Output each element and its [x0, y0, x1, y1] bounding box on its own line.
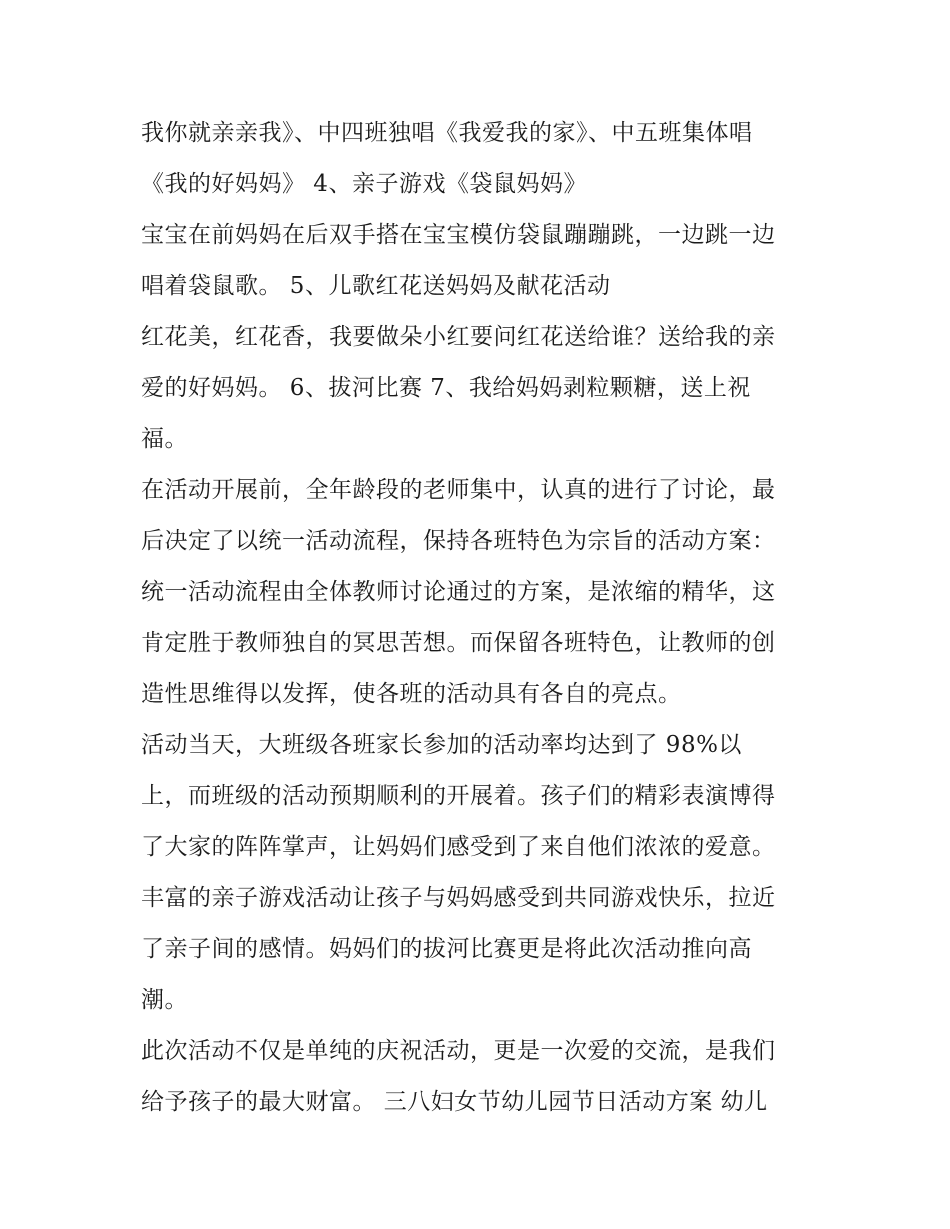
text-line-6: 爱的好妈妈。 6、拔河比赛 7、我给妈妈剥粒颗糖，送上祝 — [141, 375, 751, 401]
text-line-17: 了亲子间的感情。妈妈们的拔河比赛更是将此次活动推向高 — [141, 936, 752, 962]
text-line-2: 《我的好妈妈》 4、亲子游戏《袋鼠妈妈》 — [141, 171, 587, 197]
text-line-7: 福。 — [141, 426, 188, 452]
text-line-13: 活动当天，大班级各班家长参加的活动率均达到了 98%以 — [141, 732, 742, 758]
text-line-3: 宝宝在前妈妈在后双手搭在宝宝模仿袋鼠蹦蹦跳，一边跳一边 — [141, 222, 776, 248]
text-line-10: 统一活动流程由全体教师讨论通过的方案，是浓缩的精华，这 — [141, 579, 776, 605]
text-line-14: 上，而班级的活动预期顺利的开展着。孩子们的精彩表演博得 — [141, 783, 776, 809]
text-line-11: 肯定胜于教师独自的冥思苦想。而保留各班特色，让教师的创 — [141, 630, 776, 656]
text-line-16: 丰富的亲子游戏活动让孩子与妈妈感受到共同游戏快乐，拉近 — [141, 885, 776, 911]
text-line-1: 我你就亲亲我》、中四班独唱《我爱我的家》、中五班集体唱 — [141, 120, 753, 146]
text-line-15: 了大家的阵阵掌声，让妈妈们感受到了来自他们浓浓的爱意。 — [141, 834, 776, 860]
body-text — [141, 108, 821, 1128]
text-line-9: 后决定了以统一活动流程，保持各班特色为宗旨的活动方案： — [141, 528, 776, 554]
text-line-12: 造性思维得以发挥，使各班的活动具有各自的亮点。 — [141, 681, 682, 707]
text-line-4: 唱着袋鼠歌。 5、儿歌红花送妈妈及献花活动 — [141, 273, 611, 299]
text-line-19: 此次活动不仅是单纯的庆祝活动，更是一次爱的交流，是我们 — [141, 1038, 776, 1064]
text-line-20: 给予孩子的最大财富。 三八妇女节幼儿园节日活动方案 幼儿 — [141, 1089, 768, 1115]
text-line-18: 潮。 — [141, 987, 188, 1013]
text-line-8: 在活动开展前，全年龄段的老师集中，认真的进行了讨论，最 — [141, 477, 776, 503]
text-line-5: 红花美，红花香，我要做朵小红要问红花送给谁？送给我的亲 — [141, 324, 776, 350]
